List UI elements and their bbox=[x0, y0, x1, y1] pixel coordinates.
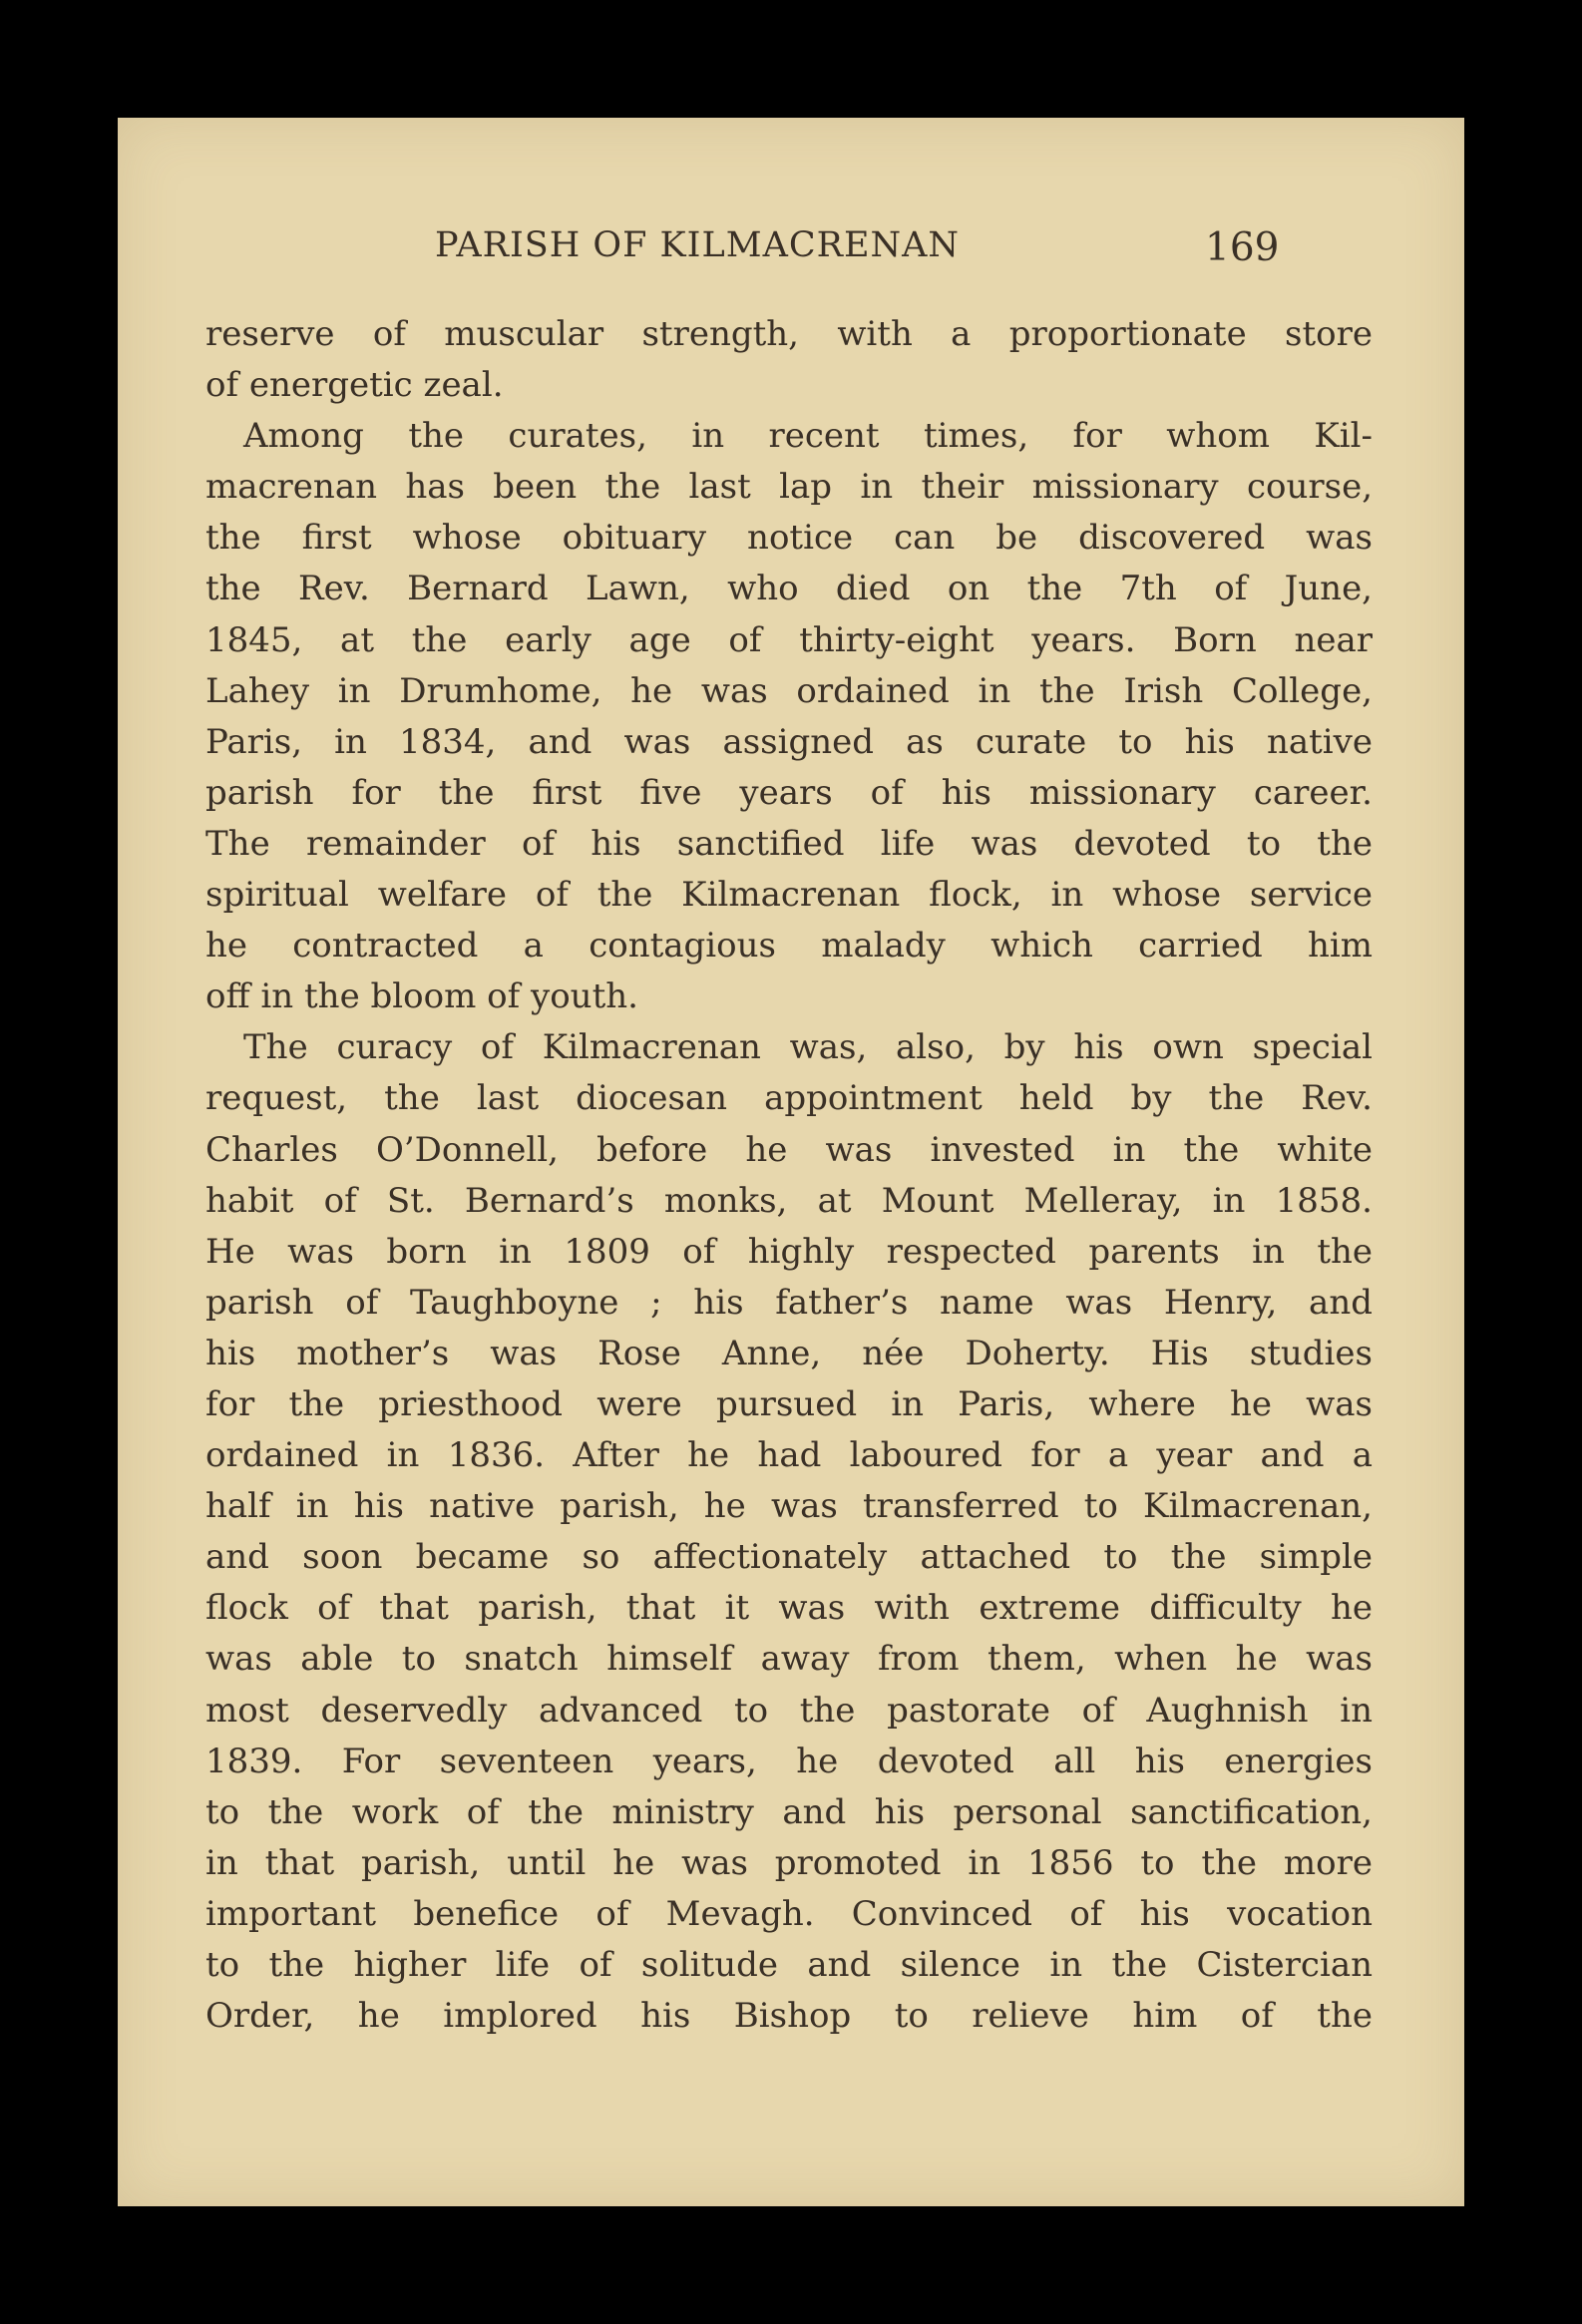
text-line: Among the curates, in recent times, for whom Kil- bbox=[243, 416, 1373, 457]
text-line: He was born in 1809 of highly respected parents in the bbox=[205, 1231, 1373, 1272]
text-line: in that parish, until he was promoted in 1856 to the more bbox=[205, 1842, 1373, 1883]
text-line: The remainder of his sanctified life was devoted to the bbox=[205, 823, 1373, 864]
text-line: spiritual welfare of the Kilmacrenan flock, in whose service bbox=[205, 875, 1373, 916]
text-line: request, the last diocesan appointment held by the Rev. bbox=[205, 1078, 1373, 1119]
text-line: was able to snatch himself away from them, when he was bbox=[205, 1639, 1373, 1680]
text-line: macrenan has been the last lap in their missionary course, bbox=[205, 467, 1373, 508]
text-line: important benefice of Mevagh. Convinced of his vocation bbox=[205, 1893, 1373, 1934]
text-line: parish for the first five years of his missionary career. bbox=[205, 772, 1373, 813]
text-line: to the work of the ministry and his personal sanctification, bbox=[205, 1791, 1373, 1832]
text-line: and soon became so affectionately attached to the simple bbox=[205, 1537, 1373, 1578]
text-line: ordained in 1836. After he had laboured for a year and a bbox=[205, 1435, 1373, 1476]
text-line: Paris, in 1834, and was assigned as curate to his native bbox=[205, 721, 1373, 762]
text-line: for the priesthood were pursued in Paris, where he was bbox=[205, 1383, 1373, 1424]
text-line: Lahey in Drumhome, he was ordained in the Irish College, bbox=[205, 670, 1373, 711]
text-line: habit of St. Bernard’s monks, at Mount Melleray, in 1858. bbox=[205, 1180, 1373, 1221]
text-line: he contracted a contagious malady which carried him bbox=[205, 926, 1373, 967]
text-line: The curacy of Kilmacrenan was, also, by his own special bbox=[243, 1027, 1373, 1068]
text-line: to the higher life of solitude and silence in the Cistercian bbox=[205, 1945, 1373, 1985]
text-line: most deservedly advanced to the pastorate of Aughnish in bbox=[205, 1690, 1373, 1731]
text-line: of energetic zeal. bbox=[205, 365, 504, 406]
text-line: 1845, at the early age of thirty-eight years. Born near bbox=[205, 619, 1373, 660]
text-line: the Rev. Bernard Lawn, who died on the 7th of June, bbox=[205, 569, 1373, 609]
text-line: off in the bloom of youth. bbox=[205, 976, 638, 1017]
text-line: the first whose obituary notice can be discovered was bbox=[205, 518, 1373, 559]
text-line: parish of Taughboyne ; his father’s name was Henry, and bbox=[205, 1282, 1373, 1323]
book-page bbox=[118, 118, 1464, 2206]
text-line: Charles O’Donnell, before he was invested in the white bbox=[205, 1129, 1373, 1170]
body-text bbox=[205, 309, 1373, 2042]
text-line: flock of that parish, that it was with extreme difficulty he bbox=[205, 1588, 1373, 1629]
running-header bbox=[118, 217, 1464, 277]
text-line: Order, he implored his Bishop to relieve him of the bbox=[205, 1996, 1373, 2037]
page-number: 169 bbox=[1205, 225, 1280, 270]
text-line: his mother’s was Rose Anne, née Doherty. His studies bbox=[205, 1333, 1373, 1373]
running-title: PARISH OF KILMACRENAN bbox=[435, 225, 961, 265]
text-line: 1839. For seventeen years, he devoted all his energies bbox=[205, 1741, 1373, 1781]
text-line: half in his native parish, he was transferred to Kilmacrenan, bbox=[205, 1486, 1373, 1527]
text-line: reserve of muscular strength, with a proportionate store bbox=[205, 314, 1373, 354]
